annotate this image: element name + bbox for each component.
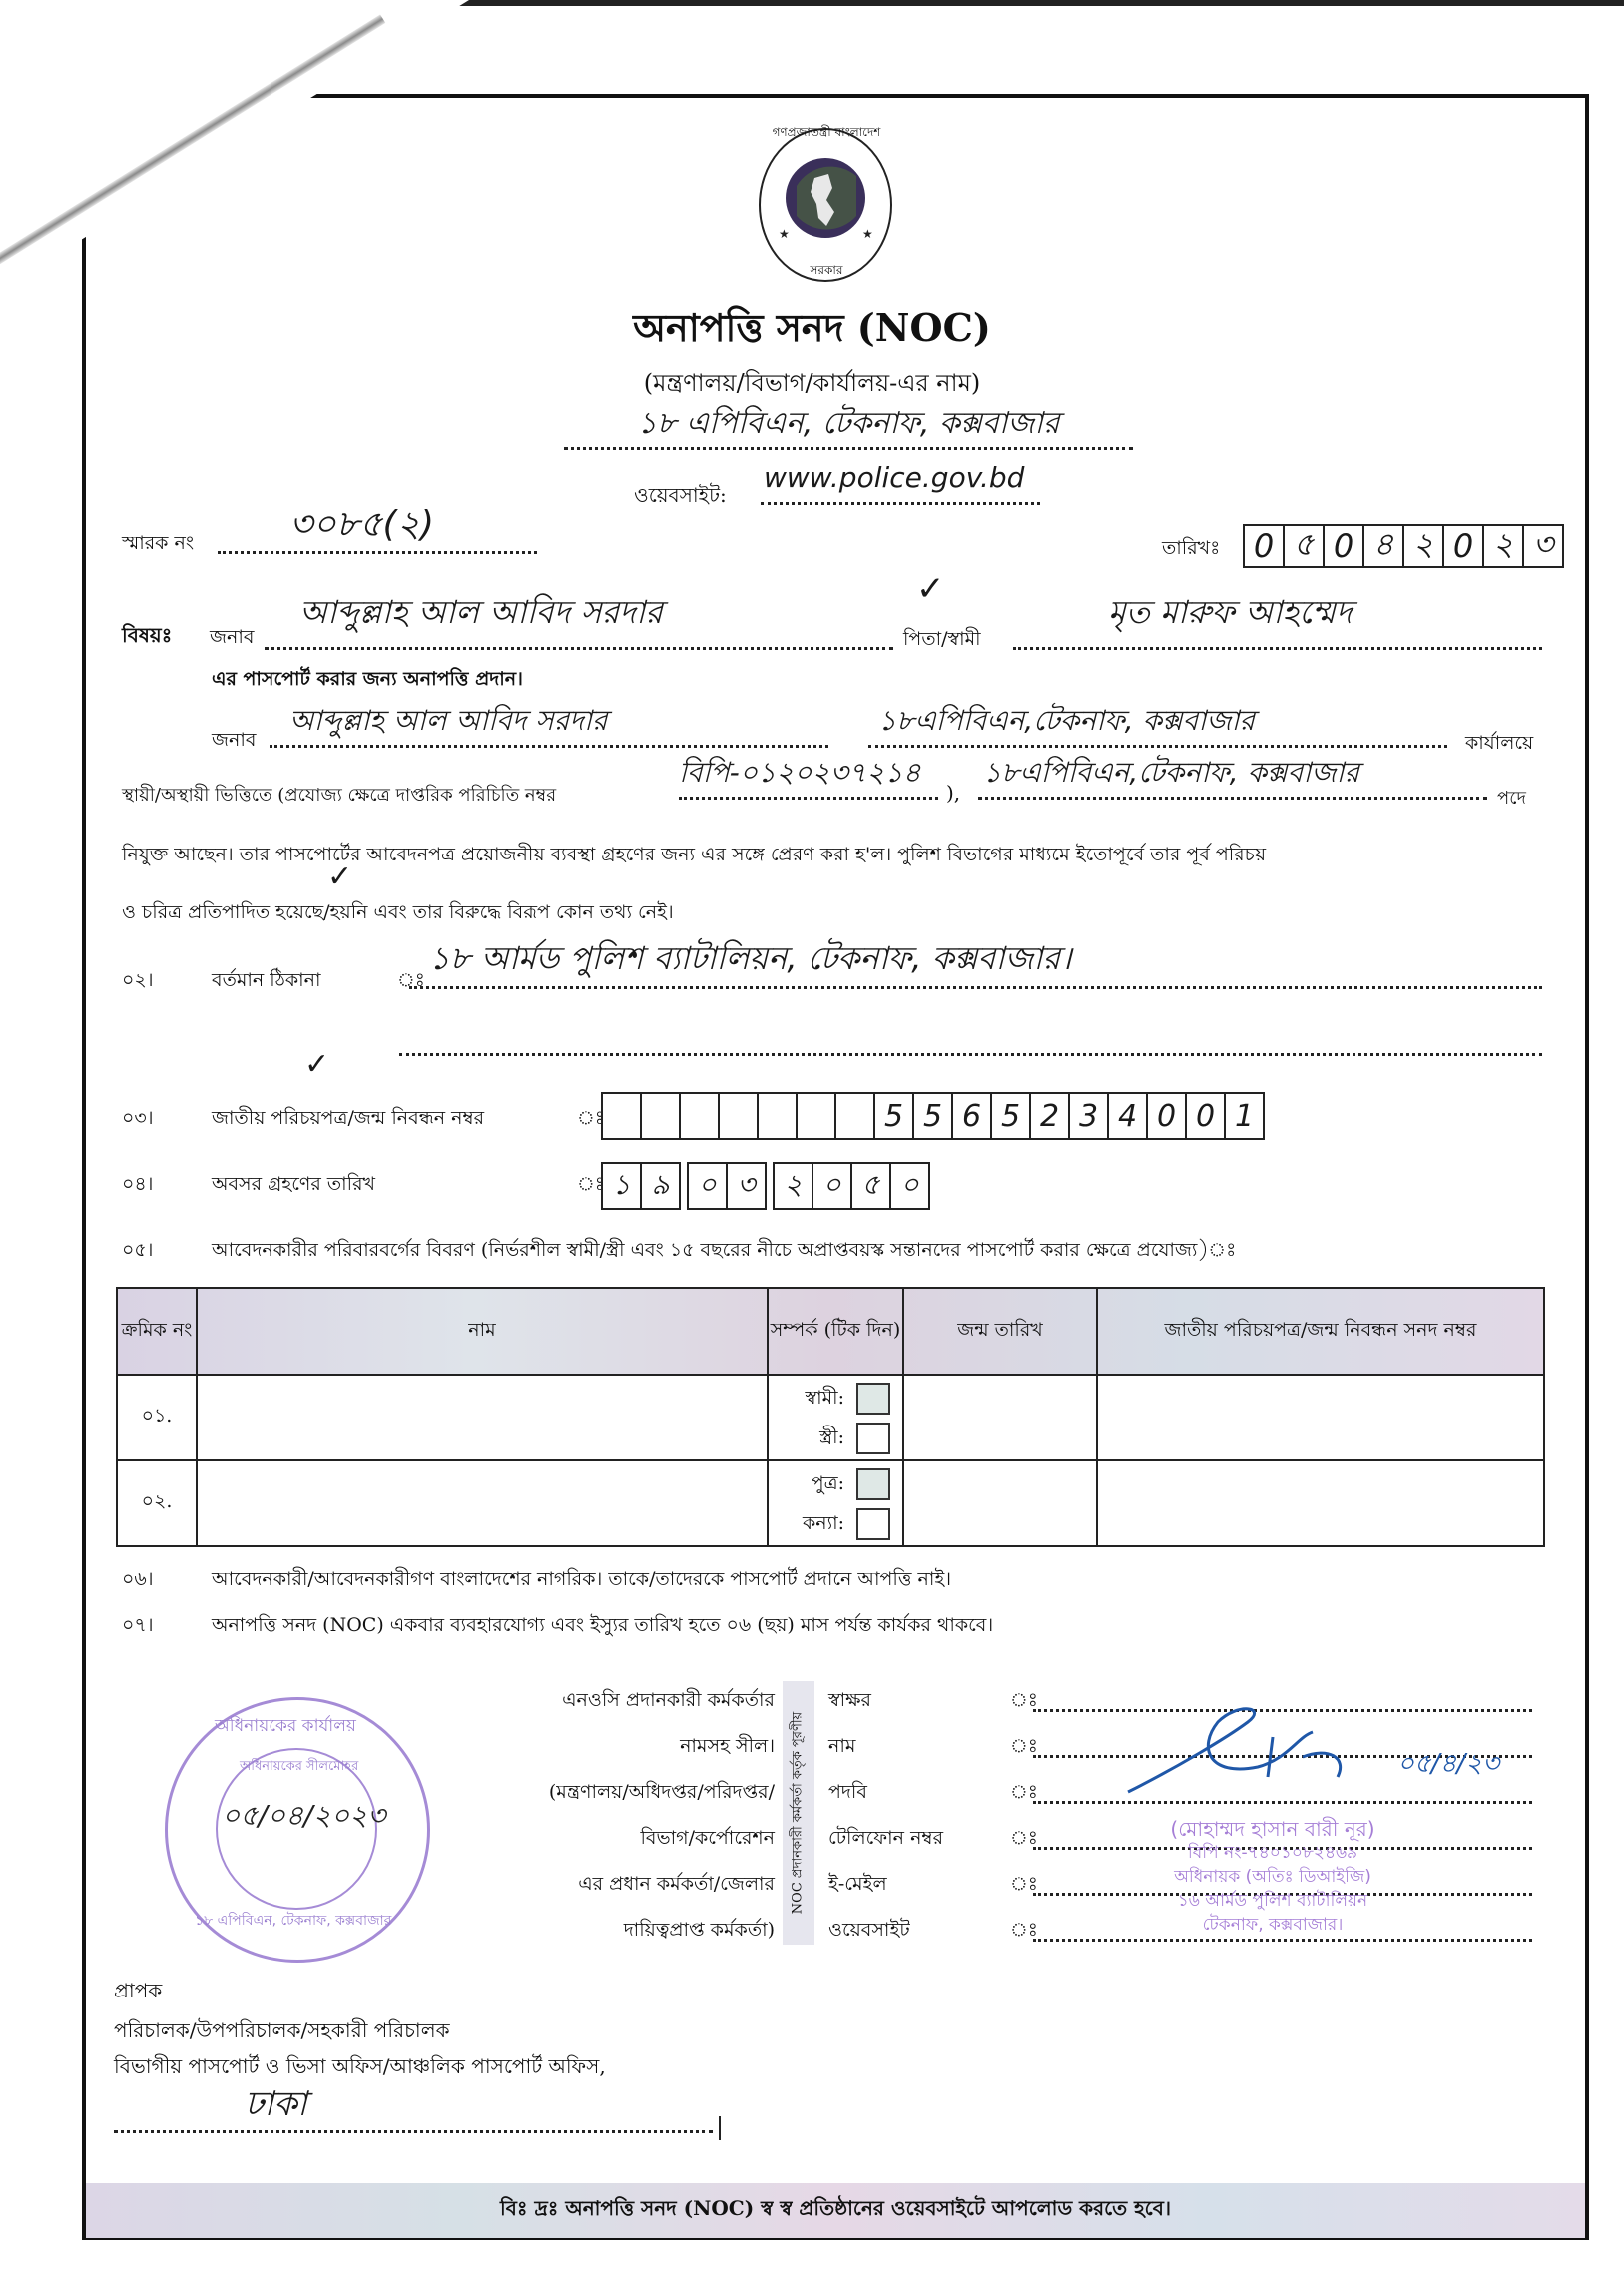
item-03-number: ০৩। bbox=[122, 1107, 154, 1129]
nid-digit: 0 bbox=[1187, 1094, 1226, 1138]
stamp-line: বিপি নং-৭৪০১০৮২৪৬৯ bbox=[1187, 1843, 1358, 1863]
body-paragraph-1: নিযুক্ত আছেন। তার পাসপোর্টের আবেদনপত্র প্রয়োজনীয় ব্যবস্থা গ্রহণের জন্য এর সঙ্গে প্রেরণ করা হ'ল। পুলিশ বিভাগের মাধ্যমে ইতোপূর্বে তার পূর্ব পরিচয় bbox=[122, 844, 1267, 865]
body-name-value: আব্দুল্লাহ আল আবিদ সরদার bbox=[289, 704, 608, 737]
father-value: মৃত মারুফ আহম্মেদ bbox=[1108, 593, 1353, 631]
row-name-cell[interactable] bbox=[197, 1375, 768, 1460]
date-digit: ২ bbox=[1484, 526, 1524, 566]
nid-digit: 6 bbox=[953, 1094, 992, 1138]
stamp-line: টেকনাফ, কক্সবাজার। bbox=[1202, 1915, 1344, 1935]
family-intro: আবেদনকারীর পরিবারবর্গের বিবরণ (নির্ভরশীল স্বামী/স্ত্রী এবং ১৫ বছরের নীচে অপ্রাপ্তবয়স্ক সন্তানদের পাসপোর্ট করার ক্ষেত্রে প্রযোজ্য)ঃ bbox=[212, 1239, 1237, 1261]
retirement-date-boxes[interactable] bbox=[601, 1162, 936, 1210]
family-table-header bbox=[117, 1288, 1544, 1375]
employment-basis-text: স্থায়ী/অস্থায়ী ভিত্তিতে (প্রযোজ্য ক্ষেত্রে দাপ্তরিক পরিচিতি নম্বর bbox=[122, 785, 557, 806]
item-02-number: ০২। bbox=[122, 969, 154, 991]
father-label: পিতা/স্বামী bbox=[903, 628, 981, 650]
header-name: নাম bbox=[197, 1288, 768, 1375]
nid-digit bbox=[720, 1094, 759, 1138]
website-value: www.police.gov.bd bbox=[764, 461, 1025, 494]
address-colon: ঃ bbox=[397, 969, 425, 991]
date-label: তারিখঃ bbox=[1162, 537, 1221, 559]
retirement-digit: ১ bbox=[603, 1164, 642, 1208]
website-field-line[interactable] bbox=[761, 502, 1040, 505]
nid-label: জাতীয় পরিচয়পত্র/জন্ম নিবন্ধন নম্বর bbox=[212, 1107, 485, 1129]
subject-line2: এর পাসপোর্ট করার জন্য অনাপত্তি প্রদান। bbox=[212, 668, 523, 690]
seal-top-text: গণপ্রজাতন্ত্রী বাংলাদেশ bbox=[772, 125, 881, 139]
header-nid: জাতীয় পরিচয়পত্র/জন্ম নিবন্ধন সনদ নম্বর bbox=[1097, 1288, 1544, 1375]
recipient-city-field-line[interactable] bbox=[114, 2130, 713, 2133]
table-row bbox=[117, 1375, 1544, 1460]
note-07-text: অনাপত্তি সনদ (NOC) একবার ব্যবহারযোগ্য এবং ইস্যুর তারিখ হতে ০৬ (ছয়) মাস পর্যন্ত কার্যকর থাকবে। bbox=[212, 1614, 994, 1636]
date-digit: ৩ bbox=[1532, 525, 1554, 563]
stamp-handwritten-date: ০৫/০৪/২০২৩ bbox=[222, 1799, 386, 1832]
signatory-line: এনওসি প্রদানকারী কর্মকর্তার bbox=[562, 1689, 775, 1711]
field-signature-label: স্বাক্ষর bbox=[828, 1689, 871, 1711]
signatory-fields bbox=[828, 1677, 943, 1953]
colon: ঃ bbox=[1010, 1735, 1038, 1757]
note-06-text: আবেদনকারী/আবেদনকারীগণ বাংলাদেশের নাগরিক। তাকে/তাদেরকে পাসপোর্ট প্রদানে আপত্তি নাই। bbox=[212, 1568, 952, 1590]
signatory-line: এর প্রধান কর্মকর্তা/জেলার bbox=[578, 1873, 775, 1895]
retirement-colon: ঃ bbox=[577, 1173, 605, 1195]
row-name-cell[interactable] bbox=[197, 1460, 768, 1546]
nid-digit bbox=[642, 1094, 681, 1138]
retirement-digit: ০ bbox=[689, 1164, 728, 1208]
row-relation-cell bbox=[768, 1460, 903, 1546]
header-dob: জন্ম তারিখ bbox=[903, 1288, 1097, 1375]
retirement-digit: ০ bbox=[813, 1164, 852, 1208]
pade-label: পদে bbox=[1497, 788, 1526, 809]
field-phone-label: টেলিফোন নম্বর bbox=[828, 1827, 944, 1849]
recipient-city: ঢাকা bbox=[245, 2084, 307, 2124]
date-digit: 0 bbox=[1444, 526, 1484, 566]
address-field-line-2[interactable] bbox=[399, 1053, 1542, 1056]
signatory-instructions bbox=[549, 1677, 775, 1953]
colon: ঃ bbox=[1010, 1689, 1038, 1711]
subject-name-value: আব্দুল্লাহ আল আবিদ সরদার bbox=[299, 593, 663, 631]
nid-digit bbox=[798, 1094, 836, 1138]
stamp-line: (মোহাম্মদ হাসান বারী নূর) bbox=[1170, 1817, 1375, 1841]
official-id-value: বিপি-০১২০২৩৭২১৪ bbox=[679, 756, 921, 789]
recipient-line2: বিভাগীয় পাসপোর্ট ও ভিসা অফিস/আঞ্চলিক পাসপোর্ট অফিস, bbox=[114, 2054, 606, 2078]
website-field-line[interactable] bbox=[1033, 1939, 1532, 1942]
row-dob-cell[interactable] bbox=[903, 1460, 1097, 1546]
seal-bottom-text: সরকার bbox=[810, 263, 843, 277]
nid-digit: 2 bbox=[1031, 1094, 1070, 1138]
retirement-date-group bbox=[601, 1162, 681, 1210]
row-nid-cell[interactable] bbox=[1097, 1375, 1544, 1460]
nid-digit: 5 bbox=[914, 1094, 953, 1138]
address-label: বর্তমান ঠিকানা bbox=[212, 969, 321, 991]
body-office-value: ১৮এপিবিএন,টেকনাফ, কক্সবাজার bbox=[878, 704, 1255, 737]
body-paragraph-2: ও চরিত্র প্রতিপাদিত হয়েছে/হয়নি এবং তার বিরুদ্ধে বিরূপ কোন তথ্য নেই। bbox=[122, 901, 674, 923]
date-boxes[interactable] bbox=[1243, 524, 1564, 568]
nid-digit: 3 bbox=[1070, 1094, 1109, 1138]
relation-label: কন্যা: bbox=[802, 1512, 844, 1534]
signatory-line: (মন্ত্রণালয়/অধিদপ্তর/পরিদপ্তর/ bbox=[548, 1781, 775, 1803]
relation-checkbox[interactable] bbox=[856, 1423, 890, 1454]
check-mark-icon: ✓ bbox=[916, 569, 945, 609]
stamp-top-text: অধিনায়কের কার্যালয় bbox=[215, 1716, 356, 1736]
nid-digit bbox=[759, 1094, 798, 1138]
footer-note: বিঃ দ্রঃ অনাপত্তি সনদ (NOC) স্ব স্ব প্রতিষ্ঠানের ওয়েবসাইটে আপলোড করতে হবে। bbox=[86, 2183, 1585, 2238]
colon: ঃ bbox=[1010, 1781, 1038, 1803]
item-06-number: ০৬। bbox=[122, 1568, 154, 1590]
date-digit: 0 bbox=[1325, 526, 1364, 566]
memo-label: স্মারক নং bbox=[122, 532, 195, 554]
designation-value: ১৮এপিবিএন,টেকনাফ, কক্সবাজার bbox=[983, 756, 1359, 789]
stamp-bottom-text: ১৮ এপিবিএন, টেকনাফ, কক্সবাজার bbox=[195, 1913, 392, 1929]
address-value: ১৮ আর্মড পুলিশ ব্যাটালিয়ন, টেকনাফ, কক্সবাজার। bbox=[429, 939, 1072, 977]
item-04-number: ০৪। bbox=[122, 1173, 154, 1195]
noc-vertical-label: NOC প্রদানকারী কর্মকর্তা কর্তৃক পূরণীয় bbox=[783, 1681, 814, 1945]
relation-label: স্বামী: bbox=[805, 1387, 844, 1409]
signatory-line: নামসহ সীল। bbox=[680, 1735, 775, 1757]
field-end-bar bbox=[719, 2116, 721, 2140]
subject-janab-label: জনাব bbox=[210, 626, 255, 648]
header-relation: সম্পর্ক (টিক দিন) bbox=[768, 1288, 903, 1375]
row-dob-cell[interactable] bbox=[903, 1375, 1097, 1460]
table-row bbox=[117, 1460, 1544, 1546]
colon: ঃ bbox=[1010, 1873, 1038, 1895]
org-name-handwritten: ১৮ এপিবিএন, টেকনাফ, কক্সবাজার bbox=[637, 406, 1060, 441]
header-serial: ক্রমিক নং bbox=[117, 1288, 197, 1375]
nid-colon: ঃ bbox=[577, 1107, 605, 1129]
field-designation-label: পদবি bbox=[828, 1781, 867, 1803]
signature-date: ০৫/৪/২৩ bbox=[1397, 1749, 1499, 1779]
field-name-label: নাম bbox=[828, 1735, 856, 1757]
org-name-field-line[interactable] bbox=[564, 447, 1133, 450]
nid-digit: 1 bbox=[1234, 1098, 1255, 1134]
signatory-line: বিভাগ/কর্পোরেশন bbox=[640, 1827, 775, 1849]
nid-boxes[interactable] bbox=[601, 1092, 1265, 1140]
recipient-line1: পরিচালক/উপপরিচালক/সহকারী পরিচালক bbox=[114, 2018, 450, 2042]
retirement-date-group bbox=[773, 1162, 930, 1210]
colon: ঃ bbox=[1010, 1827, 1038, 1849]
page-edge-top bbox=[419, 0, 1624, 6]
stamp-inner-text: অধিনায়কের সীলমোহর bbox=[240, 1759, 359, 1774]
nid-digit: 5 bbox=[992, 1094, 1031, 1138]
website-label: ওয়েবসাইট: bbox=[634, 483, 727, 507]
page-title: অনাপত্তি সনদ (NOC) bbox=[633, 305, 991, 350]
row-serial: ০২. bbox=[117, 1460, 197, 1546]
item-07-number: ০৭। bbox=[122, 1614, 154, 1636]
family-table bbox=[116, 1287, 1545, 1547]
retirement-digit: ৩ bbox=[737, 1167, 756, 1201]
signatory-colons bbox=[1010, 1677, 1038, 1953]
retirement-digit: ২ bbox=[775, 1164, 813, 1208]
subject-name-field-line[interactable] bbox=[265, 647, 893, 650]
row-nid-cell[interactable] bbox=[1097, 1460, 1544, 1546]
relation-checkbox[interactable] bbox=[856, 1468, 890, 1500]
relation-label: পুত্র: bbox=[811, 1472, 844, 1494]
signatory-line: দায়িত্বপ্রাপ্ত কর্মকর্তা) bbox=[623, 1919, 775, 1941]
nid-digit bbox=[836, 1094, 875, 1138]
nid-digit bbox=[603, 1094, 642, 1138]
field-email-label: ই-মেইল bbox=[828, 1873, 887, 1895]
row-relation-cell bbox=[768, 1375, 903, 1460]
check-mark-icon: ✓ bbox=[327, 859, 353, 894]
relation-label: স্ত্রী: bbox=[819, 1426, 844, 1448]
date-digit: ৪ bbox=[1364, 526, 1404, 566]
check-mark-icon: ✓ bbox=[304, 1047, 330, 1082]
memo-value: ৩০৮৫(২) bbox=[289, 504, 435, 545]
item-05-number: ০৫। bbox=[122, 1239, 154, 1261]
date-digit: 0 bbox=[1245, 526, 1285, 566]
stamp-line: অধিনায়ক (অতিঃ ডিআইজি) bbox=[1174, 1867, 1371, 1887]
officer-name-stamp bbox=[1108, 1817, 1437, 1937]
retirement-digit: ০ bbox=[900, 1167, 919, 1201]
retirement-digit: ৫ bbox=[852, 1164, 891, 1208]
stamp-line: ১৬ আর্মড পুলিশ ব্যাটালিয়ন bbox=[1177, 1891, 1368, 1911]
nid-digit: 0 bbox=[1148, 1094, 1187, 1138]
date-digit: ২ bbox=[1404, 526, 1444, 566]
subject-label: বিষয়ঃ bbox=[122, 623, 173, 647]
colon: ঃ bbox=[1010, 1919, 1038, 1941]
retirement-digit: ৯ bbox=[651, 1167, 670, 1201]
nid-digit bbox=[681, 1094, 720, 1138]
relation-checkbox[interactable] bbox=[856, 1383, 890, 1415]
nid-digit: 4 bbox=[1109, 1094, 1148, 1138]
signature-icon bbox=[1098, 1697, 1397, 1807]
father-field-line[interactable] bbox=[1013, 647, 1542, 650]
svg-text:★: ★ bbox=[862, 227, 873, 241]
retirement-date-label: অবসর গ্রহণের তারিখ bbox=[212, 1173, 376, 1195]
row-serial: ০১. bbox=[117, 1375, 197, 1460]
nid-digit: 5 bbox=[875, 1094, 914, 1138]
date-digit: ৫ bbox=[1285, 526, 1325, 566]
body-janab-label: জনাব bbox=[212, 729, 257, 751]
field-website-label: ওয়েবসাইট bbox=[828, 1919, 910, 1941]
relation-checkbox[interactable] bbox=[856, 1508, 890, 1540]
paren-close: ), bbox=[946, 781, 961, 805]
page-subtitle: (মন্ত্রণালয়/বিভাগ/কার্যালয়-এর নাম) bbox=[643, 369, 981, 397]
government-seal-icon bbox=[757, 126, 894, 284]
retirement-date-group bbox=[687, 1162, 767, 1210]
svg-text:★: ★ bbox=[779, 227, 790, 241]
recipient-label: প্রাপক bbox=[114, 1979, 163, 2002]
folded-corner bbox=[0, 0, 469, 289]
karyalaye-label: কার্যালয়ে bbox=[1465, 732, 1534, 754]
